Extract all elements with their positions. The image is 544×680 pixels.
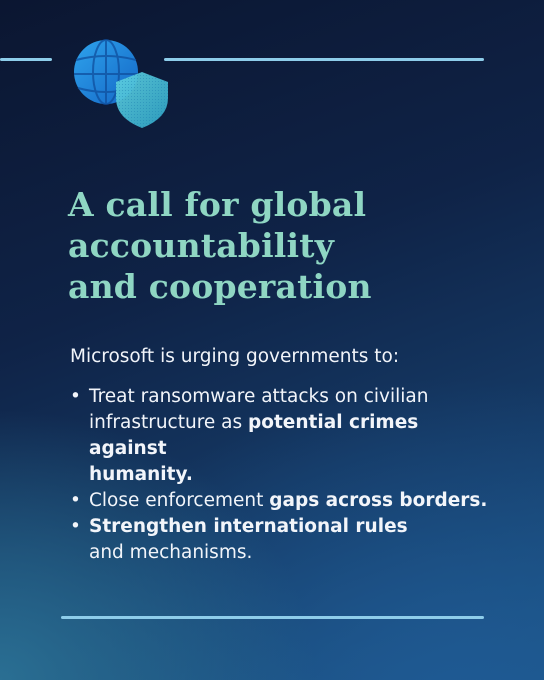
bottom-divider xyxy=(61,616,484,619)
shield-icon xyxy=(116,72,168,128)
top-left-divider xyxy=(0,58,52,61)
intro-text: Microsoft is urging governments to: xyxy=(70,346,400,367)
emphasis-text: humanity. xyxy=(89,464,193,485)
list-item-line xyxy=(89,540,490,566)
bullet-dot-icon: • xyxy=(70,386,81,407)
globe-shield-logo xyxy=(70,38,170,130)
headline xyxy=(68,184,498,307)
list-item xyxy=(70,514,490,566)
body-text: Treat ransomware attacks on civilian xyxy=(89,386,429,407)
list-item-line xyxy=(89,462,490,488)
emphasis-text: potential crimes against xyxy=(89,412,419,459)
headline-line-1: A call for global xyxy=(68,185,367,224)
emphasis-text: gaps across borders. xyxy=(269,490,488,511)
body-text: and mechanisms. xyxy=(89,542,253,563)
list-item-line xyxy=(89,410,490,462)
headline-line-2: accountability xyxy=(68,226,335,265)
body-text: Close enforcement xyxy=(89,490,270,511)
list-item xyxy=(70,488,490,514)
demands-list xyxy=(70,384,490,566)
bullet-dot-icon: • xyxy=(70,490,81,511)
list-item xyxy=(70,384,490,488)
emphasis-text: Strengthen international rules xyxy=(89,516,408,537)
headline-line-3: and cooperation xyxy=(68,267,372,306)
top-right-divider xyxy=(164,58,484,61)
list-item-line xyxy=(89,488,490,514)
list-item-line xyxy=(89,514,490,540)
bullet-dot-icon: • xyxy=(70,516,81,537)
list-item-line xyxy=(89,384,490,410)
body-text: infrastructure as xyxy=(89,412,249,433)
